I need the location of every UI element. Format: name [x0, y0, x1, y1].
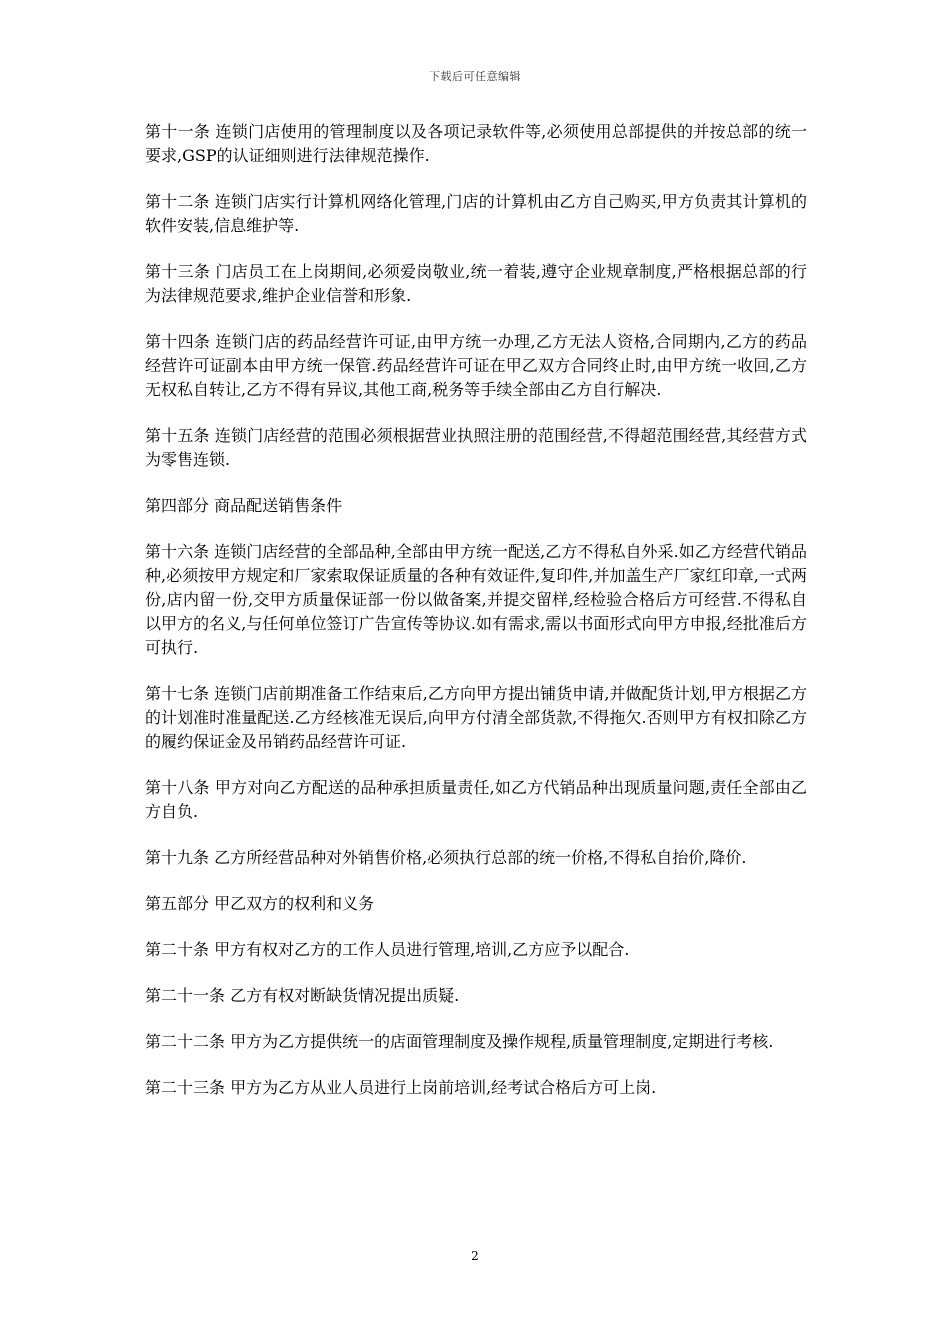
- article-20: 第二十条 甲方有权对乙方的工作人员进行管理,培训,乙方应予以配合.: [145, 940, 630, 959]
- article-21: 第二十一条 乙方有权对断缺货情况提出质疑.: [145, 986, 460, 1005]
- article-23: 第二十三条 甲方为乙方从业人员进行上岗前培训,经考试合格后方可上岗.: [145, 1078, 657, 1097]
- article-19: 第十九条 乙方所经营品种对外销售价格,必须执行总部的统一价格,不得私自抬价,降价.: [145, 848, 747, 867]
- article-14: 第十四条 连锁门店的药品经营许可证,由甲方统一办理,乙方无法人资格,合同期内,乙方的药品经营许可证副本由甲方统一保管.药品经营许可证在甲乙双方合同终止时,由甲方统一收回,乙方无权私自转让,乙方不得有异议,其他工商,税务等手续全部由乙方自行解决.: [145, 332, 807, 399]
- section-heading-part-4: 第四部分 商品配送销售条件: [145, 496, 343, 515]
- article-15: 第十五条 连锁门店经营的范围必须根据营业执照注册的范围经营,不得超范围经营,其经营方式为零售连锁.: [145, 426, 807, 469]
- article-22: 第二十二条 甲方为乙方提供统一的店面管理制度及操作规程,质量管理制度,定期进行考核.: [145, 1032, 774, 1051]
- article-12: 第十二条 连锁门店实行计算机网络化管理,门店的计算机由乙方自己购买,甲方负责其计算机的软件安装,信息维护等.: [145, 192, 807, 235]
- article-13: 第十三条 门店员工在上岗期间,必须爱岗敬业,统一着装,遵守企业规章制度,严格根据总部的行为法律规范要求,维护企业信誉和形象.: [145, 262, 807, 305]
- article-18: 第十八条 甲方对向乙方配送的品种承担质量责任,如乙方代销品种出现质量问题,责任全部由乙方自负.: [145, 778, 807, 821]
- page-number: 2: [471, 1249, 479, 1263]
- article-16: 第十六条 连锁门店经营的全部品种,全部由甲方统一配送,乙方不得私自外采.如乙方经营代销品种,必须按甲方规定和厂家索取保证质量的各种有效证件,复印件,并加盖生产厂家红印章,一式两份,店内留一份,交甲方质量保证部一份以做备案,并提交留样,经检验合格后方可经营.不得私自以甲方的名义,与任何单位签订广告宣传等协议.如有需求,需以书面形式向甲方申报,经批准后方可执行.: [145, 542, 807, 657]
- article-11: 第十一条 连锁门店使用的管理制度以及各项记录软件等,必须使用总部提供的并按总部的统一要求,GSP的认证细则进行法律规范操作.: [145, 122, 807, 165]
- page-header: 下载后可任意编辑: [429, 70, 521, 83]
- document-body: [145, 120, 807, 1122]
- article-17: 第十七条 连锁门店前期准备工作结束后,乙方向甲方提出铺货申请,并做配货计划,甲方根据乙方的计划准时准量配送.乙方经核准无误后,向甲方付清全部货款,不得拖欠.否则甲方有权扣除乙方的履约保证金及吊销药品经营许可证.: [145, 684, 807, 751]
- section-heading-part-5: 第五部分 甲乙双方的权利和义务: [145, 894, 375, 913]
